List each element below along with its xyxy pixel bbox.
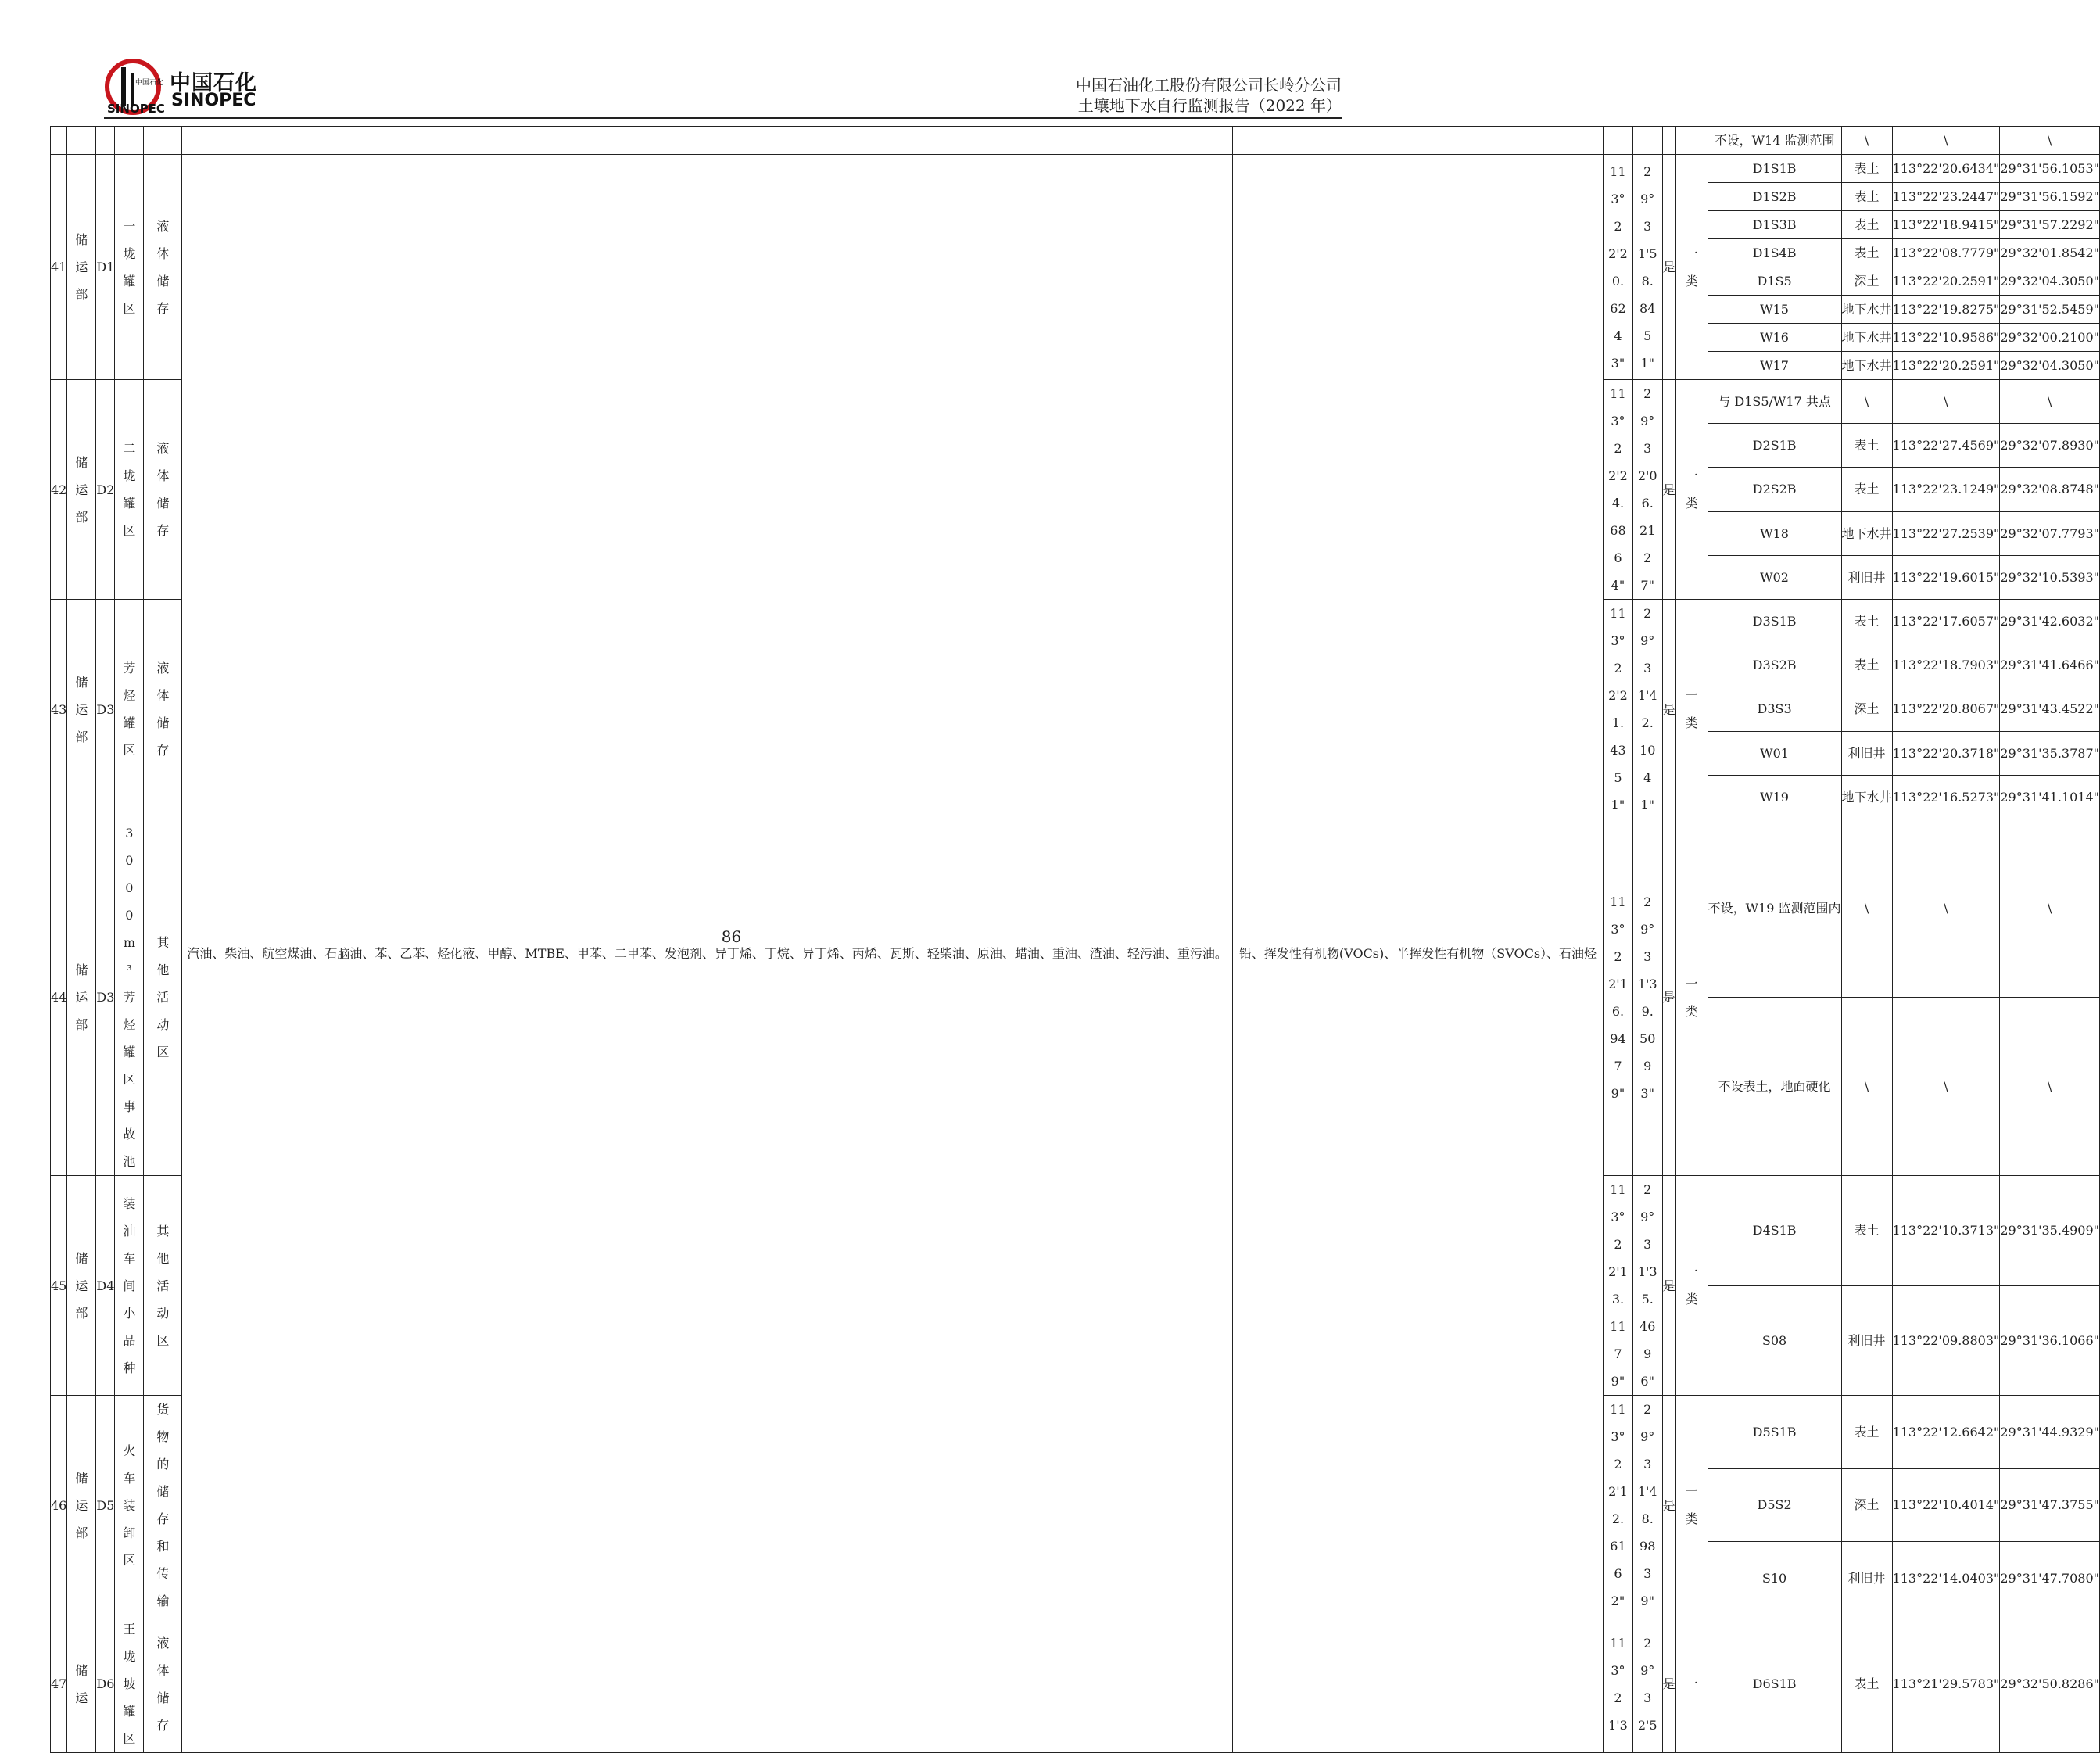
unit-latitude: 29°32'06.2127" — [1632, 380, 1662, 600]
unit-number: 45 — [51, 1176, 67, 1396]
point-name: D1S3B — [1708, 211, 1841, 239]
point-type: 深土 — [1841, 1468, 1892, 1542]
activity-type: 液体储存 — [144, 380, 182, 600]
department: 储运部 — [67, 600, 96, 819]
svg-text:中国石化: 中国石化 — [135, 79, 164, 87]
point-latitude: 29°31'47.7080" — [2000, 1542, 2100, 1615]
unit-code: D3 — [96, 819, 115, 1176]
point-name: D4S1B — [1708, 1176, 1841, 1286]
point-name: W16 — [1708, 324, 1841, 352]
point-latitude: \ — [2000, 819, 2100, 998]
point-latitude: 29°31'35.3787" — [2000, 731, 2100, 775]
report-title: 土壤地下水自行监测报告（2022 年） — [1077, 96, 1342, 115]
activity-type: 液体储存 — [144, 600, 182, 819]
point-longitude: 113°22'20.2591" — [1892, 352, 2000, 380]
point-longitude: 113°22'09.8803" — [1892, 1285, 2000, 1396]
point-longitude: 113°22'20.8067" — [1892, 687, 2000, 731]
point-longitude: 113°22'23.2447" — [1892, 183, 2000, 211]
sinopec-emblem-icon — [104, 58, 165, 116]
hidden-facility: 是 — [1662, 819, 1675, 1176]
empty-cell — [96, 127, 115, 155]
sinopec-logo — [104, 58, 260, 116]
page-number: 86 — [721, 927, 742, 946]
unit-name: 一垅罐区 — [115, 155, 144, 380]
point-latitude: 29°31'47.3755" — [2000, 1468, 2100, 1542]
hidden-facility: 是 — [1662, 1615, 1675, 1753]
empty-cell — [51, 127, 67, 155]
unit-latitude: 29°32'5 — [1632, 1615, 1662, 1753]
unit-latitude: 29°31'39.5093" — [1632, 819, 1662, 1176]
point-longitude: 113°22'16.5273" — [1892, 775, 2000, 819]
point-longitude: \ — [1892, 998, 2000, 1176]
unit-class: 一类 — [1675, 1396, 1708, 1615]
point-name: D5S2 — [1708, 1468, 1841, 1542]
point-name: W15 — [1708, 296, 1841, 324]
point-type: 深土 — [1841, 687, 1892, 731]
point-longitude: 113°21'29.5783" — [1892, 1615, 2000, 1753]
point-latitude: 29°31'56.1592" — [2000, 183, 2100, 211]
point-name: D1S5 — [1708, 267, 1841, 296]
point-latitude: 29°31'41.1014" — [2000, 775, 2100, 819]
unit-class: 一类 — [1675, 600, 1708, 819]
point-latitude: \ — [2000, 127, 2100, 155]
table-row — [51, 155, 2100, 183]
unit-class: 一类 — [1675, 155, 1708, 380]
unit-number: 42 — [51, 380, 67, 600]
point-name: D3S3 — [1708, 687, 1841, 731]
point-type: 表土 — [1841, 155, 1892, 183]
department: 储运部 — [67, 155, 96, 380]
point-longitude: 113°22'27.2539" — [1892, 511, 2000, 555]
point-name: 与 D1S5/W17 共点 — [1708, 380, 1841, 424]
point-name: 不设，W19 监测范围内 — [1708, 819, 1841, 998]
point-name: 不设表土，地面硬化 — [1708, 998, 1841, 1176]
unit-number: 47 — [51, 1615, 67, 1753]
point-name: W18 — [1708, 511, 1841, 555]
point-type: 表土 — [1841, 468, 1892, 511]
unit-latitude: 29°31'58.8451" — [1632, 155, 1662, 380]
point-longitude: 113°22'23.1249" — [1892, 468, 2000, 511]
unit-number: 41 — [51, 155, 67, 380]
unit-code: D5 — [96, 1396, 115, 1615]
point-latitude: 29°32'07.8930" — [2000, 424, 2100, 468]
point-longitude: \ — [1892, 127, 2000, 155]
department: 储运 — [67, 1615, 96, 1753]
point-name: D3S2B — [1708, 643, 1841, 687]
unit-number: 44 — [51, 819, 67, 1176]
unit-name: 二垅罐区 — [115, 380, 144, 600]
point-type: 利旧井 — [1841, 1285, 1892, 1396]
unit-name: 火车装卸区 — [115, 1396, 144, 1615]
point-type: 表土 — [1841, 600, 1892, 643]
header-rule — [104, 117, 1342, 119]
empty-cell — [115, 127, 144, 155]
unit-name: 王垅坡罐区 — [115, 1615, 144, 1753]
point-latitude: 29°31'41.6466" — [2000, 643, 2100, 687]
point-name: D6S1B — [1708, 1615, 1841, 1753]
point-longitude: 113°22'19.6015" — [1892, 555, 2000, 599]
point-latitude: 29°31'56.1053" — [2000, 155, 2100, 183]
point-name: 不设，W14 监测范围 — [1708, 127, 1841, 155]
point-type: 表土 — [1841, 1176, 1892, 1286]
activity-type: 液体储存 — [144, 1615, 182, 1753]
point-latitude: 29°31'44.9329" — [2000, 1396, 2100, 1469]
unit-code: D6 — [96, 1615, 115, 1753]
point-name: D3S1B — [1708, 600, 1841, 643]
unit-longitude: 113°22'13.1179" — [1604, 1176, 1633, 1396]
point-type: 表土 — [1841, 424, 1892, 468]
svg-text:SINOPEC: SINOPEC — [107, 102, 165, 116]
unit-code: D2 — [96, 380, 115, 600]
hidden-facility: 是 — [1662, 155, 1675, 380]
point-longitude: 113°22'08.7779" — [1892, 239, 2000, 267]
unit-code: D1 — [96, 155, 115, 380]
point-longitude: 113°22'17.6057" — [1892, 600, 2000, 643]
company-name: 中国石油化工股份有限公司长岭分公司 — [1076, 76, 1342, 95]
point-name: S08 — [1708, 1285, 1841, 1396]
unit-name: 芳烃罐区 — [115, 600, 144, 819]
point-latitude: 29°31'43.4522" — [2000, 687, 2100, 731]
empty-cell — [144, 127, 182, 155]
unit-name: 3000m³芳烃罐区事故池 — [115, 819, 144, 1176]
point-latitude: 29°32'04.3050" — [2000, 267, 2100, 296]
pollutants-cell: 汽油、柴油、航空煤油、石脑油、苯、乙苯、烃化液、甲醇、MTBE、甲苯、二甲苯、发泡剂、异丁烯、丁烷、异丁烯、丙烯、瓦斯、轻柴油、原油、蜡油、重油、渣油、轻污油、重污油。 — [182, 155, 1233, 1753]
point-latitude: 29°32'01.8542" — [2000, 239, 2100, 267]
point-name: D5S1B — [1708, 1396, 1841, 1469]
point-name: W19 — [1708, 775, 1841, 819]
point-type: \ — [1841, 127, 1892, 155]
point-longitude: 113°22'20.3718" — [1892, 731, 2000, 775]
point-latitude: 29°32'50.8286" — [2000, 1615, 2100, 1753]
unit-code: D3 — [96, 600, 115, 819]
empty-cell — [1604, 127, 1633, 155]
point-type: \ — [1841, 819, 1892, 998]
factors-cell-top — [1232, 127, 1603, 155]
point-longitude: 113°22'18.9415" — [1892, 211, 2000, 239]
unit-class: 一 — [1675, 1615, 1708, 1753]
department: 储运部 — [67, 1396, 96, 1615]
unit-code: D4 — [96, 1176, 115, 1396]
unit-class: 一类 — [1675, 819, 1708, 1176]
unit-latitude: 29°31'35.4696" — [1632, 1176, 1662, 1396]
unit-longitude: 113°22'24.6864" — [1604, 380, 1633, 600]
point-type: 表土 — [1841, 1396, 1892, 1469]
unit-number: 46 — [51, 1396, 67, 1615]
hidden-facility: 是 — [1662, 1396, 1675, 1615]
table-row — [51, 127, 2100, 155]
department: 储运部 — [67, 1176, 96, 1396]
point-name: D1S4B — [1708, 239, 1841, 267]
point-longitude: \ — [1892, 819, 2000, 998]
point-type: 利旧井 — [1841, 555, 1892, 599]
unit-longitude: 113°22'20.6243" — [1604, 155, 1633, 380]
point-type: 利旧井 — [1841, 731, 1892, 775]
point-longitude: 113°22'14.0403" — [1892, 1542, 2000, 1615]
point-type: 地下水井 — [1841, 324, 1892, 352]
empty-cell — [1632, 127, 1662, 155]
point-name: D1S1B — [1708, 155, 1841, 183]
report-header — [1076, 75, 1342, 116]
point-latitude: 29°31'42.6032" — [2000, 600, 2100, 643]
point-name: D2S2B — [1708, 468, 1841, 511]
point-name: W02 — [1708, 555, 1841, 599]
empty-cell — [67, 127, 96, 155]
point-latitude: 29°32'07.7793" — [2000, 511, 2100, 555]
empty-cell — [1675, 127, 1708, 155]
point-type: 表土 — [1841, 1615, 1892, 1753]
point-longitude: 113°22'12.6642" — [1892, 1396, 2000, 1469]
point-longitude: 113°22'19.8275" — [1892, 296, 2000, 324]
point-latitude: 29°31'36.1066" — [2000, 1285, 2100, 1396]
point-name: S10 — [1708, 1542, 1841, 1615]
empty-cell — [1662, 127, 1675, 155]
pollutants-cell-top — [182, 127, 1233, 155]
point-name: W17 — [1708, 352, 1841, 380]
activity-type: 其他活动区 — [144, 1176, 182, 1396]
logo-english-text: SINOPEC — [171, 91, 256, 110]
unit-latitude: 29°31'48.9839" — [1632, 1396, 1662, 1615]
unit-number: 43 — [51, 600, 67, 819]
point-name: D2S1B — [1708, 424, 1841, 468]
point-latitude: \ — [2000, 380, 2100, 424]
hidden-facility: 是 — [1662, 1176, 1675, 1396]
activity-type: 其他活动区 — [144, 819, 182, 1176]
point-longitude: 113°22'20.6434" — [1892, 155, 2000, 183]
point-type: 表土 — [1841, 183, 1892, 211]
point-longitude: 113°22'10.9586" — [1892, 324, 2000, 352]
point-longitude: \ — [1892, 380, 2000, 424]
point-longitude: 113°22'10.3713" — [1892, 1176, 2000, 1286]
point-type: 深土 — [1841, 267, 1892, 296]
point-type: 地下水井 — [1841, 296, 1892, 324]
unit-latitude: 29°31'42.1041" — [1632, 600, 1662, 819]
point-latitude: 29°31'57.2292" — [2000, 211, 2100, 239]
unit-longitude: 113°22'16.9479" — [1604, 819, 1633, 1176]
point-latitude: 29°31'35.4909" — [2000, 1176, 2100, 1286]
point-type: 地下水井 — [1841, 352, 1892, 380]
hidden-facility: 是 — [1662, 600, 1675, 819]
point-latitude: 29°32'04.3050" — [2000, 352, 2100, 380]
unit-name: 装油车间小品种 — [115, 1176, 144, 1396]
department: 储运部 — [67, 819, 96, 1176]
logo-chinese-text: 中国石化 — [170, 71, 257, 95]
hidden-facility: 是 — [1662, 380, 1675, 600]
point-type: \ — [1841, 998, 1892, 1176]
point-name: W01 — [1708, 731, 1841, 775]
unit-longitude: 113°21'3 — [1604, 1615, 1633, 1753]
unit-class: 一类 — [1675, 380, 1708, 600]
point-type: 利旧井 — [1841, 1542, 1892, 1615]
point-type: 地下水井 — [1841, 775, 1892, 819]
point-type: \ — [1841, 380, 1892, 424]
point-latitude: 29°32'08.8748" — [2000, 468, 2100, 511]
point-longitude: 113°22'18.7903" — [1892, 643, 2000, 687]
point-latitude: 29°31'52.5459" — [2000, 296, 2100, 324]
unit-longitude: 113°22'12.6162" — [1604, 1396, 1633, 1615]
point-name: D1S2B — [1708, 183, 1841, 211]
point-latitude: \ — [2000, 998, 2100, 1176]
unit-longitude: 113°22'21.4351" — [1604, 600, 1633, 819]
point-type: 表土 — [1841, 239, 1892, 267]
point-type: 表土 — [1841, 211, 1892, 239]
point-longitude: 113°22'20.2591" — [1892, 267, 2000, 296]
point-longitude: 113°22'10.4014" — [1892, 1468, 2000, 1542]
unit-class: 一类 — [1675, 1176, 1708, 1396]
point-type: 表土 — [1841, 643, 1892, 687]
point-longitude: 113°22'27.4569" — [1892, 424, 2000, 468]
point-latitude: 29°32'10.5393" — [2000, 555, 2100, 599]
factors-cell: 铅、挥发性有机物(VOCs)、半挥发性有机物（SVOCs）、石油烃 — [1232, 155, 1603, 1753]
activity-type: 液体储存 — [144, 155, 182, 380]
point-latitude: 29°32'00.2100" — [2000, 324, 2100, 352]
department: 储运部 — [67, 380, 96, 600]
point-type: 地下水井 — [1841, 511, 1892, 555]
activity-type: 货物的储存和传输 — [144, 1396, 182, 1615]
